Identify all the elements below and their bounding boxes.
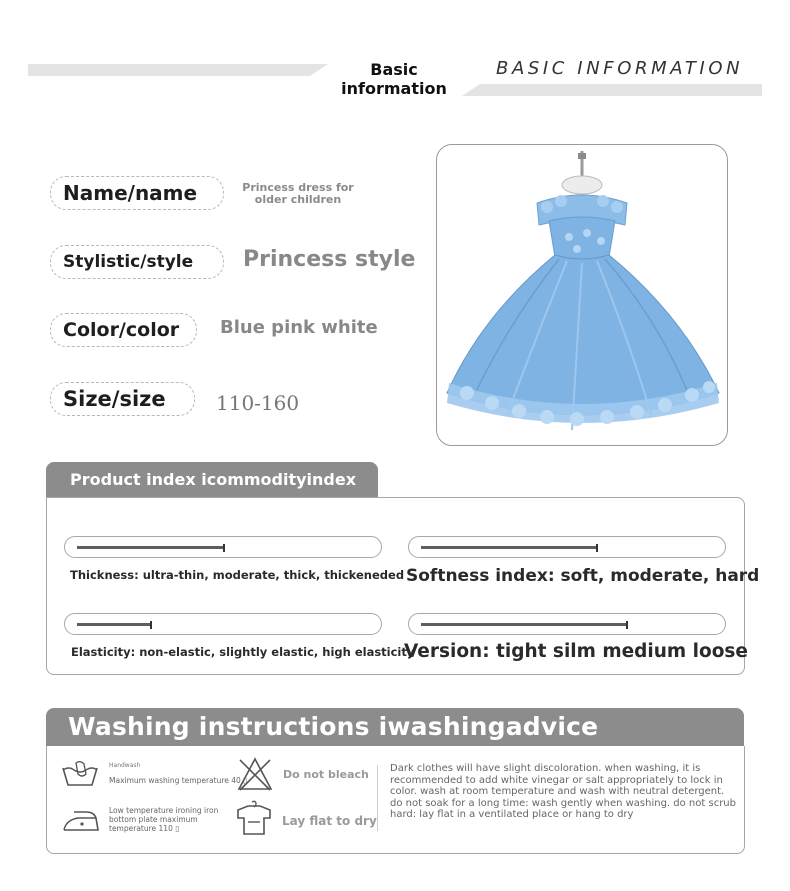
color-label: Color/color	[50, 313, 197, 347]
elasticity-scale	[64, 613, 382, 635]
thickness-marker	[223, 544, 225, 552]
size-label: Size/size	[50, 382, 195, 416]
elasticity-marker	[150, 621, 152, 629]
product-index-title: Product index icommodityindex	[46, 462, 378, 497]
lay-flat-text: Lay flat to dry	[282, 814, 377, 828]
softness-scale	[408, 536, 726, 558]
name-label: Name/name	[50, 176, 224, 210]
size-value: 110-160	[216, 391, 300, 415]
style-label: Stylistic/style	[50, 245, 224, 279]
elasticity-label: Elasticity: non-elastic, slightly elastic, high elasticity	[71, 645, 415, 659]
softness-label: Softness index: soft, moderate, hard	[406, 566, 760, 586]
max-temp-text: Maximum washing temperature 40 ▯	[109, 776, 248, 785]
softness-fill	[421, 546, 597, 549]
header-right-bar	[462, 84, 762, 96]
handwash-icon	[60, 760, 100, 788]
thickness-label: Thickness: ultra-thin, moderate, thick, thickeneded	[70, 568, 405, 582]
thickness-scale	[64, 536, 382, 558]
header-left-bar	[28, 64, 328, 76]
ironing-text: Low temperature ironing iron bottom plate maximum temperature 110 ▯	[109, 806, 219, 833]
iron-icon	[60, 808, 102, 834]
elasticity-fill	[77, 623, 151, 626]
version-marker	[626, 621, 628, 629]
header-title-en: BASIC INFORMATION	[496, 58, 744, 79]
version-scale	[408, 613, 726, 635]
product-photo	[436, 144, 728, 446]
version-label: Version: tight silm medium loose	[404, 641, 748, 662]
lay-flat-icon	[234, 800, 274, 836]
dress-illustration	[437, 145, 728, 446]
thickness-fill	[77, 546, 224, 549]
washing-divider	[377, 765, 378, 831]
washing-advice-text: Dark clothes will have slight discoloration. when washing, it is recommended to add white vinegar or salt appropriately to lock in color. wash at room temperature and wash with neutral detergent. do not soak for a long time: wash gently when washing. do not scrub hard: lay flat in a ventilated place or hang to dry	[390, 763, 736, 821]
header-title-cn: Basic information	[341, 60, 447, 98]
handwash-label: Handwash	[109, 762, 141, 769]
version-fill	[421, 623, 627, 626]
color-value: Blue pink white	[220, 317, 378, 338]
name-value: Princess dress for older children	[242, 181, 354, 206]
style-value: Princess style	[243, 247, 416, 272]
washing-title: Washing instructions iwashingadvice	[46, 708, 744, 746]
no-bleach-icon	[236, 756, 274, 792]
softness-marker	[596, 544, 598, 552]
no-bleach-text: Do not bleach	[283, 768, 369, 781]
